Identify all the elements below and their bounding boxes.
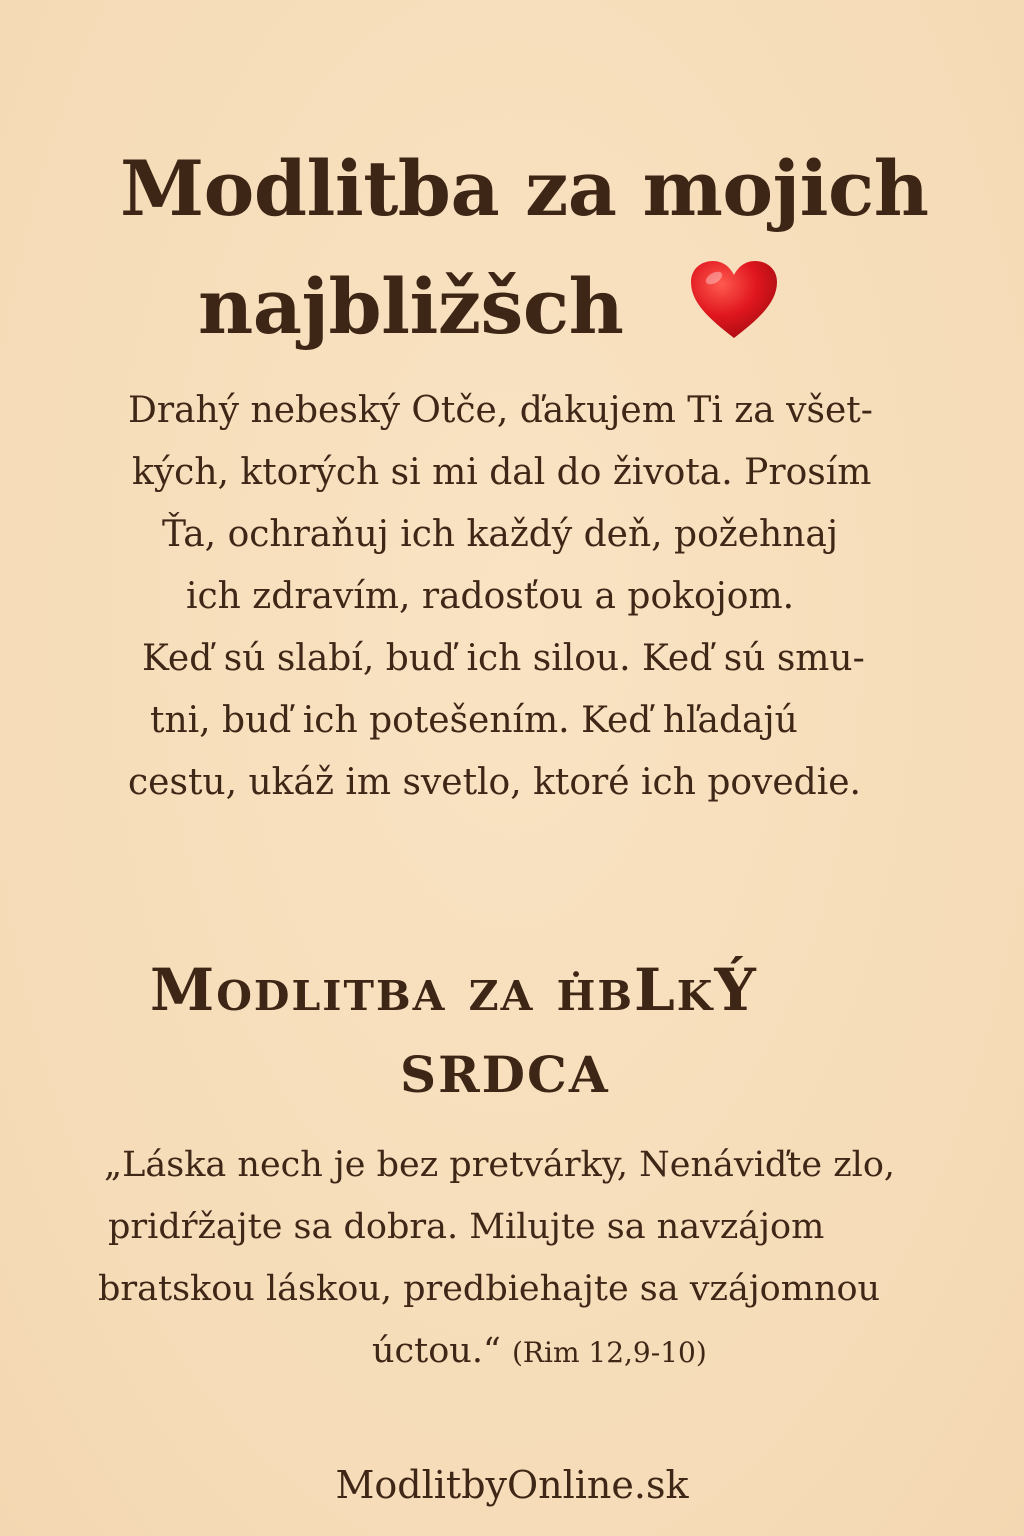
prayer1-line: Ťa, ochraňuj ich každý deň, požehnaj [162,514,839,555]
quote-line: pridŕžajte sa dobra. Milujte sa navzájom [108,1207,825,1247]
quote-last-line [372,1321,707,1383]
prayer1-line: ich zdravím, radosťou a pokojom. [186,576,795,617]
prayer1-line: cestu, ukáž im svetlo, ktoré ich povedie. [128,762,861,803]
quote-line: bratskou láskou, predbiehajte sa vzájomnou [98,1269,881,1309]
red-heart-icon [688,258,780,342]
prayer1-line: Drahý nebeský Otče, ďakujem Ti za všet- [128,390,873,431]
prayer1-title-line1: Modlitba za mojich [120,144,929,233]
quote-last-text: úctou.“ [372,1331,501,1371]
prayer1-line: kých, ktorých si mi dal do života. Prosím [132,452,872,493]
site-footer: ModlitbyOnline.sk [335,1463,689,1507]
prayer2-title-line2: SRDCA [400,1045,610,1104]
bible-reference: (Rim 12,9-10) [511,1336,707,1369]
prayer1-line: tni, buď ich potešením. Keď hľadajú [150,700,798,741]
quote-line: „Láska nech je bez pretvárky, Nenáviďte zlo, [104,1145,896,1185]
prayer1-title-line2: najbližšch [198,262,624,351]
prayer1-line: Keď sú slabí, buď ich silou. Keď sú smu- [142,638,865,679]
prayer2-title-line1: Modlitba za ḣbLkÝ [150,956,758,1024]
